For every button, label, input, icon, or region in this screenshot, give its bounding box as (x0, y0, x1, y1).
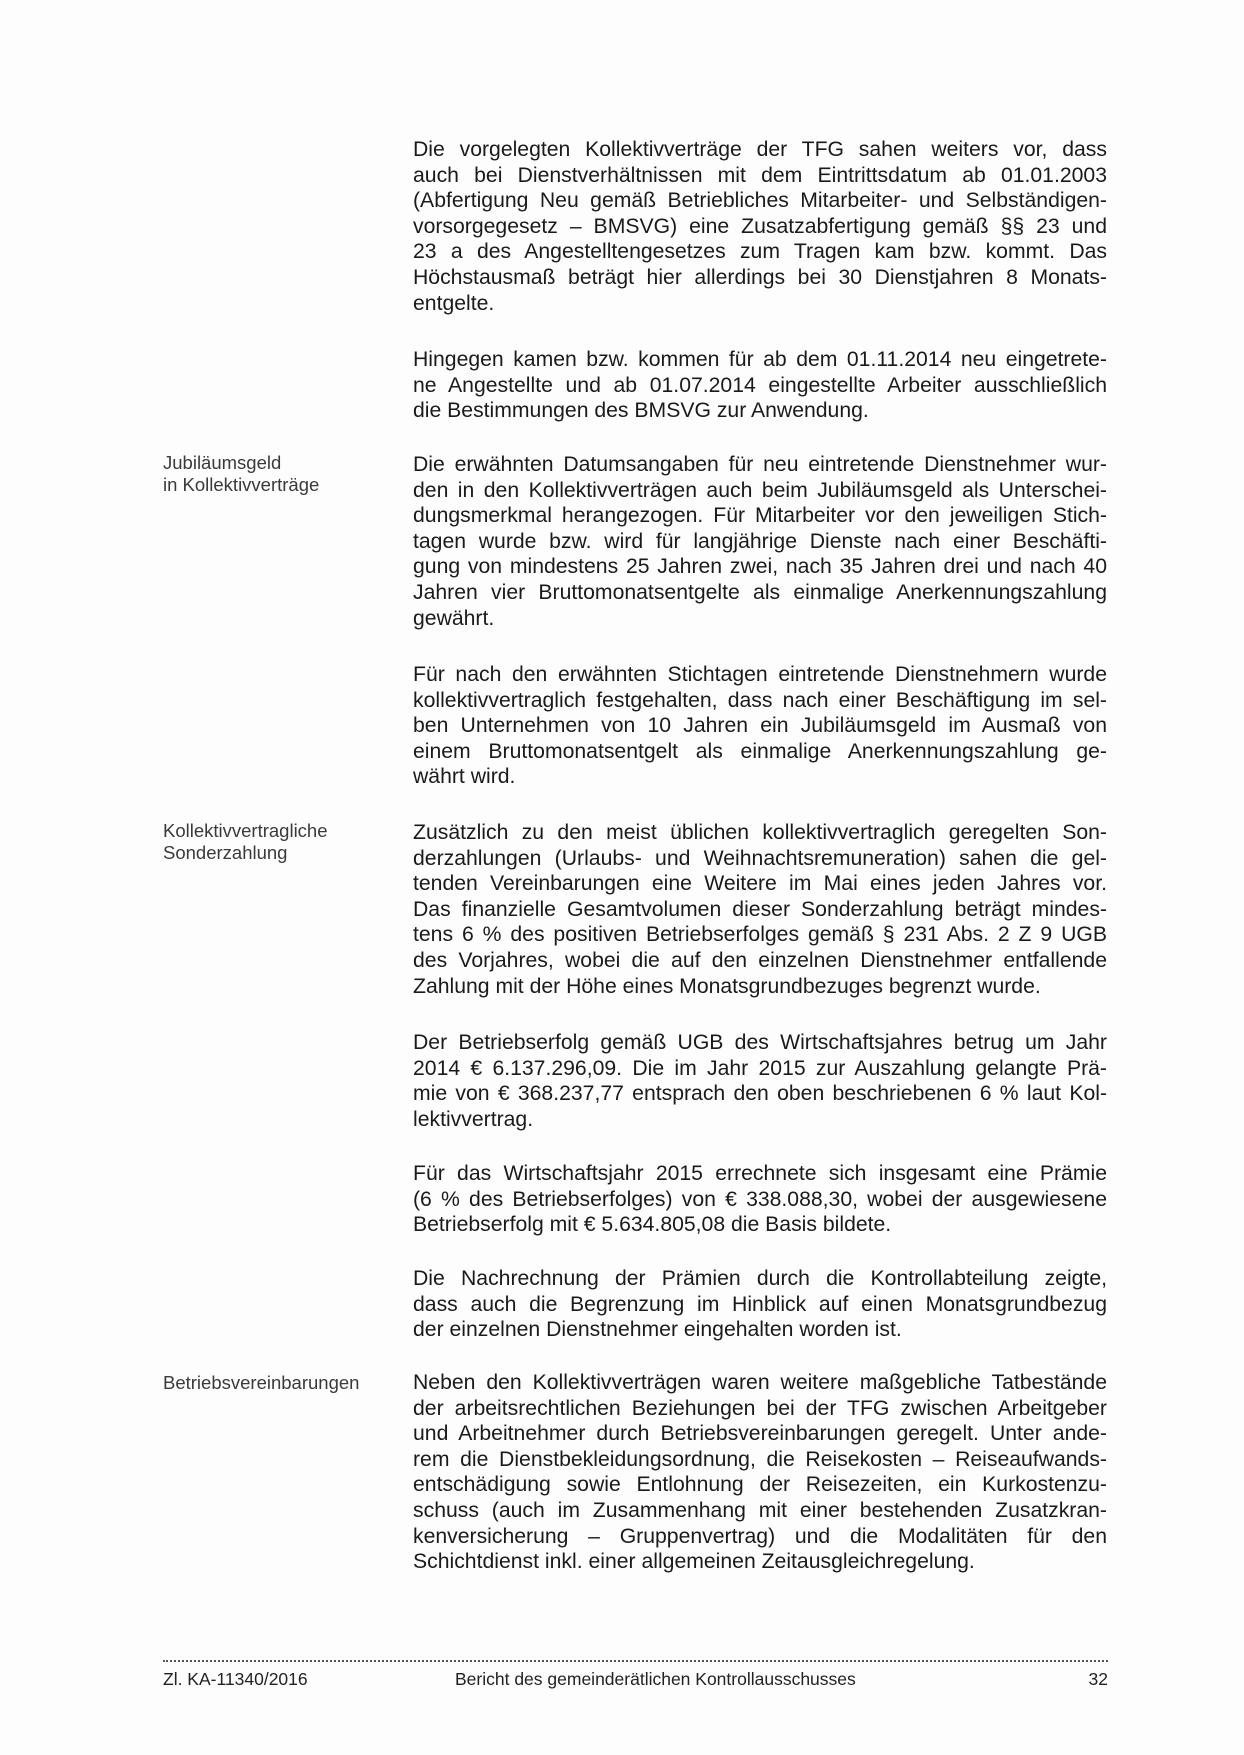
text-line: dass auch die Begrenzung im Hinblick auf einen Monatsgrundbezug (413, 1292, 1107, 1316)
text-line: der einzelnen Dienstnehmer eingehalten worden ist. (413, 1318, 902, 1342)
text-line: entgelte. (413, 291, 495, 315)
text-line: derzahlungen (Urlaubs- und Weihnachtsremuneration) sahen die gel- (413, 846, 1107, 870)
paragraph-betriebsvereinbarungen (413, 1370, 1107, 1575)
text-line: Höchstausmaß beträgt hier allerdings bei 30 Dienstjahren 8 Monats- (413, 265, 1107, 289)
text-line: und Arbeitnehmer durch Betriebsvereinbarungen geregelt. Unter ande- (413, 1422, 1107, 1446)
paragraph-praemie-2015 (413, 1161, 1107, 1238)
text-line: Zahlung mit der Höhe eines Monatsgrundbezuges begrenzt wurde. (413, 974, 1041, 998)
text-line: entschädigung sowie Entlohnung der Reisezeiten, ein Kurkostenzu- (413, 1473, 1107, 1497)
side-label-line: Kollektivvertragliche (163, 820, 328, 841)
text-line: ne Angestellte und ab 01.07.2014 eingestellte Arbeiter ausschließlich (413, 373, 1107, 397)
text-line: 2014 € 6.137.296,09. Die im Jahr 2015 zur Auszahlung gelangte Prä- (413, 1056, 1107, 1080)
text-line: Jahren vier Bruttomonatsentgelte als einmalige Anerkennungszahlung (413, 580, 1107, 604)
text-line: währt wird. (413, 765, 516, 789)
text-line: Neben den Kollektivverträgen waren weitere maßgebliche Tatbestände (413, 1371, 1107, 1394)
side-label-line: Jubiläumsgeld (163, 452, 282, 473)
text-line: tagen wurde bzw. wird für langjährige Dienste nach einer Beschäfti- (413, 529, 1107, 553)
side-label-line: Betriebsvereinbarungen (163, 1372, 360, 1393)
text-line: Die vorgelegten Kollektivverträge der TFG sahen weiters vor, dass (413, 138, 1107, 161)
text-line: gung von mindestens 25 Jahren zwei, nach 35 Jahren drei und nach 40 (413, 555, 1107, 579)
text-line: schuss (auch im Zusammenhang mit einer bestehenden Zusatzkran- (413, 1498, 1107, 1522)
text-line: den in den Kollektivverträgen auch beim Jubiläumsgeld als Unterschei- (413, 478, 1107, 502)
text-line: Die erwähnten Datumsangaben für neu eintretende Dienstnehmer wur- (413, 453, 1107, 476)
text-line: mie von € 368.237,77 entsprach den oben beschriebenen 6 % laut Kol- (413, 1082, 1107, 1106)
text-line: Für nach den erwähnten Stichtagen eintretende Dienstnehmern wurde (413, 663, 1107, 686)
text-line: dungsmerkmal herangezogen. Für Mitarbeiter vor den jeweiligen Stich- (413, 504, 1107, 528)
text-line: (Abfertigung Neu gemäß Betriebliches Mitarbeiter- und Selbständigen- (413, 189, 1107, 213)
text-line: Das finanzielle Gesamtvolumen dieser Sonderzahlung beträgt mindes- (413, 897, 1107, 921)
text-line: lektivvertrag. (413, 1107, 534, 1131)
paragraph-betriebserfolg-2014 (413, 1030, 1107, 1132)
text-line: tenden Vereinbarungen eine Weitere im Mai eines jeden Jahres vor. (413, 872, 1107, 896)
text-line: Hingegen kamen bzw. kommen für ab dem 01.11.2014 neu eingetrete- (413, 348, 1107, 371)
text-line: Die Nachrechnung der Prämien durch die Kontrollabteilung zeigte, (413, 1267, 1107, 1290)
text-line: Für das Wirtschaftsjahr 2015 errechnete sich insgesamt eine Prämie (413, 1162, 1107, 1185)
side-label-betriebsvereinbarungen (163, 1372, 393, 1394)
text-line: Betriebserfolg mit € 5.634.805,08 die Basis bildete. (413, 1213, 892, 1237)
paragraph-jubilaeumsgeld-neu (413, 662, 1107, 790)
text-line: tens 6 % des positiven Betriebserfolges gemäß § 231 Abs. 2 Z 9 UGB (413, 923, 1107, 947)
paragraph-nachrechnung (413, 1266, 1107, 1343)
text-line: Der Betriebserfolg gemäß UGB des Wirtschaftsjahres betrug um Jahr (413, 1031, 1107, 1054)
footer-divider (163, 1660, 1108, 1662)
text-line: der arbeitsrechtlichen Beziehungen bei der TFG zwischen Arbeitgeber (413, 1396, 1107, 1420)
text-line: ben Unternehmen von 10 Jahren ein Jubiläumsgeld im Ausmaß von (413, 714, 1107, 738)
text-line: auch bei Dienstverhältnissen mit dem Eintrittsdatum ab 01.01.2003 (413, 163, 1107, 187)
text-line: kollektivvertraglich festgehalten, dass nach einer Beschäftigung im sel- (413, 688, 1107, 712)
text-line: rem die Dienstbekleidungsordnung, die Reisekosten – Reiseaufwands- (413, 1447, 1107, 1471)
side-label-line: in Kollektivverträge (163, 474, 320, 495)
paragraph-jubilaeumsgeld-alt (413, 452, 1107, 631)
side-label-jubilaeumsgeld (163, 452, 393, 496)
text-line: (6 % des Betriebserfolges) von € 338.088,30, wobei der ausgewiesene (413, 1187, 1107, 1211)
text-line: gewährt. (413, 606, 495, 630)
text-line: die Bestimmungen des BMSVG zur Anwendung. (413, 399, 869, 423)
text-line: vorsorgegesetz – BMSVG) eine Zusatzabfertigung gemäß §§ 23 und (413, 214, 1107, 238)
page-footer (163, 1668, 1108, 1692)
text-line: einem Bruttomonatsentgelt als einmalige Anerkennungszahlung ge- (413, 739, 1107, 763)
side-label-line: Sonderzahlung (163, 842, 288, 863)
text-line: kenversicherung – Gruppenvertrag) und die Modalitäten für den (413, 1524, 1107, 1548)
report-title: Bericht des gemeinderätlichen Kontrollausschusses (455, 1669, 856, 1689)
text-line: Zusätzlich zu den meist üblichen kollektivvertraglich geregelten Son- (413, 821, 1107, 844)
paragraph-abfertigung (413, 137, 1107, 316)
paragraph-sonderzahlung (413, 820, 1107, 999)
paragraph-bmsvg (413, 347, 1107, 424)
text-line: Schichtdienst inkl. einer allgemeinen Zeitausgleichregelung. (413, 1550, 975, 1574)
text-line: des Vorjahres, wobei die auf den einzelnen Dienstnehmer entfallende (413, 948, 1107, 972)
document-reference: Zl. KA-11340/2016 (163, 1669, 308, 1689)
text-line: 23 a des Angestelltengesetzes zum Tragen kam bzw. kommt. Das (413, 240, 1107, 264)
side-label-sonderzahlung (163, 820, 393, 864)
page-number: 32 (1088, 1669, 1108, 1689)
